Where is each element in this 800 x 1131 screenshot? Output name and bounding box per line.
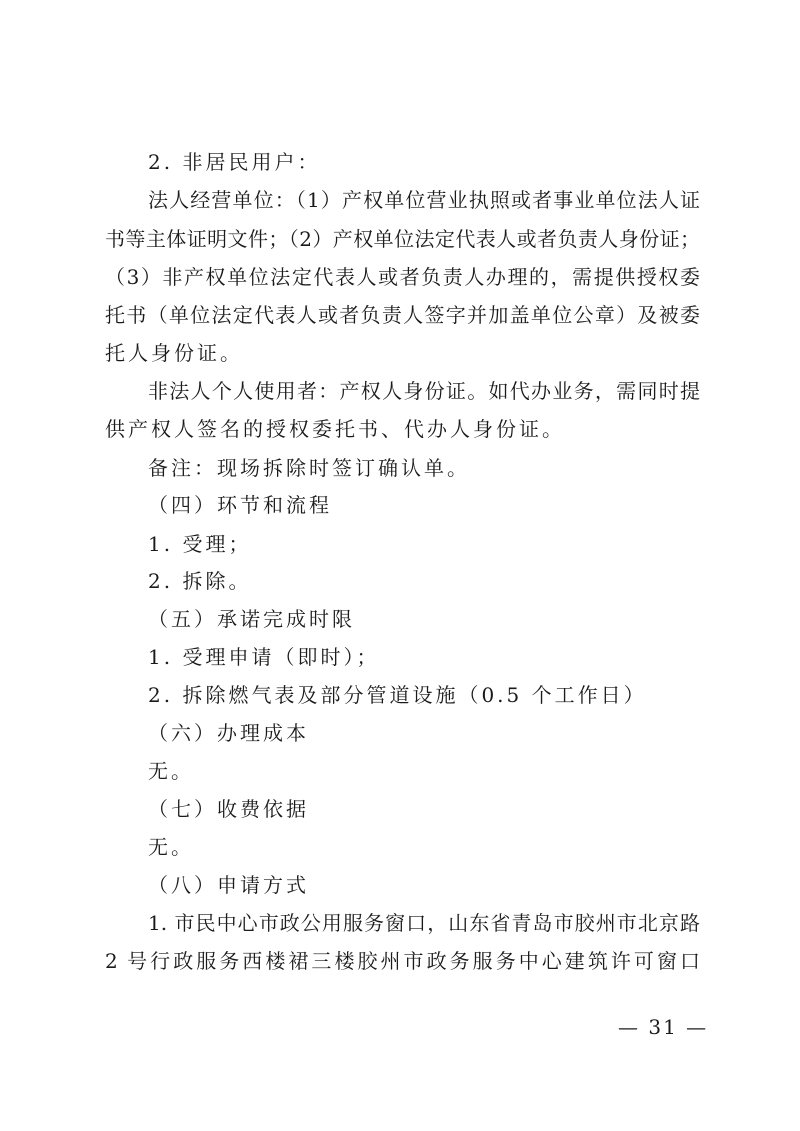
text-line: 1. 受理； <box>148 532 252 556</box>
text-line: 2. 拆除。 <box>148 569 252 593</box>
text-line: 1. 受理申请（即时）； <box>148 645 380 669</box>
page-number: — 31 — <box>618 1015 709 1039</box>
text-line: 2. 非居民用户： <box>148 150 321 174</box>
section-heading: （五）承诺完成时限 <box>148 607 355 631</box>
section-heading: （六）办理成本 <box>148 721 309 745</box>
text-line: 托人身份证。 <box>105 341 243 365</box>
text-line: 2. 拆除燃气表及部分管道设施（0.5 个工作日） <box>148 683 647 707</box>
section-heading: （四）环节和流程 <box>148 493 332 517</box>
section-heading: （八）申请方式 <box>148 873 309 897</box>
text-line: 无。 <box>148 835 194 859</box>
text-line: 托书（单位法定代表人或者负责人签字并加盖单位公章）及被委 <box>105 303 700 327</box>
text-line: 法人经营单位：（1）产权单位营业执照或者事业单位法人证 <box>148 188 700 212</box>
text-line: 书等主体证明文件；（2）产权单位法定代表人或者负责人身份证； <box>105 227 700 251</box>
text-line: 非法人个人使用者：产权人身份证。如代办业务，需同时提 <box>148 379 700 403</box>
text-line: 供产权人签名的授权委托书、代办人身份证。 <box>105 417 565 441</box>
text-line: 备注：现场拆除时签订确认单。 <box>148 456 470 480</box>
section-heading: （七）收费依据 <box>148 797 309 821</box>
text-line: 2 号行政服务西楼裙三楼胶州市政务服务中心建筑许可窗口 <box>105 949 700 973</box>
text-line: （3）非产权单位法定代表人或者负责人办理的，需提供授权委 <box>105 265 700 289</box>
text-line: 无。 <box>148 759 194 783</box>
text-line: 1. 市民中心市政公用服务窗口，山东省青岛市胶州市北京路 <box>148 911 700 935</box>
